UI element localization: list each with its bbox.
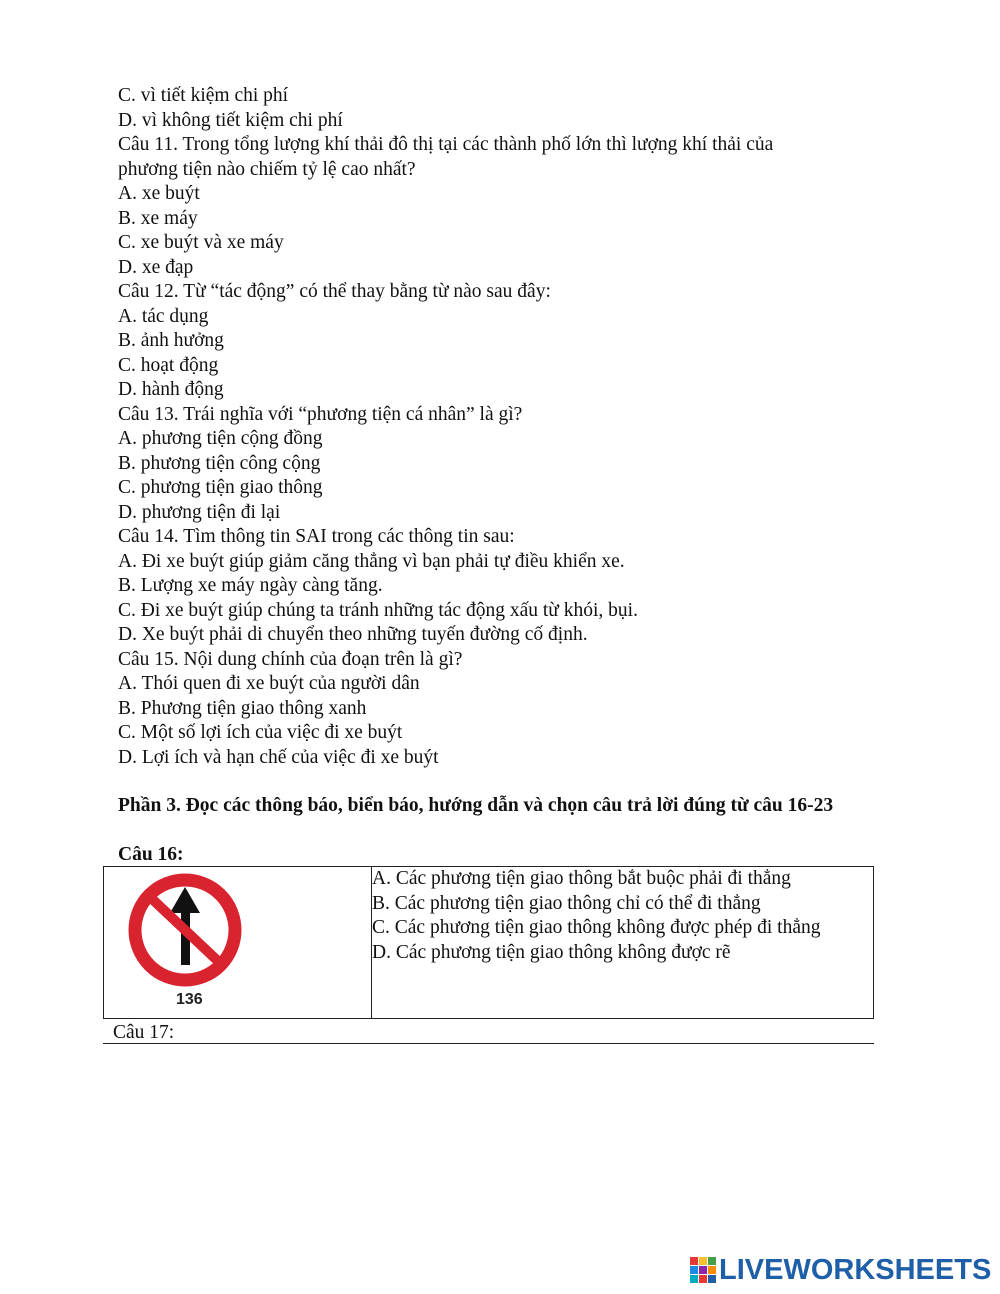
liveworksheets-logo-icon: [690, 1257, 716, 1283]
logo-square: [699, 1266, 707, 1274]
logo-square: [699, 1275, 707, 1283]
text-line: A. phương tiện cộng đồng: [118, 428, 323, 449]
text-line: A. Đi xe buýt giúp giảm căng thẳng vì bạn phải tự điều khiển xe.: [118, 550, 625, 572]
logo-square: [708, 1266, 716, 1274]
text-line: C. vì tiết kiệm chi phí: [118, 85, 289, 106]
text-line: D. xe đạp: [118, 256, 194, 278]
sign-cell: [104, 867, 372, 1019]
text-line: C. Đi xe buýt giúp chúng ta tránh những tác động xấu từ khói, bụi.: [118, 599, 638, 621]
text-line: Câu 12. Từ “tác động” có thể thay bằng từ nào sau đây:: [118, 281, 551, 302]
text-line: Câu 14. Tìm thông tin SAI trong các thông tin sau:: [118, 526, 515, 547]
no-straight-ahead-sign-icon: [104, 867, 371, 1017]
logo-square: [708, 1275, 716, 1283]
text-line: Câu 13. Trái nghĩa với “phương tiện cá nhân” là gì?: [118, 403, 523, 425]
brand-text: LIVEWORKSHEETS: [719, 1253, 992, 1286]
option-c[interactable]: C. Các phương tiện giao thông không được phép đi thẳng: [372, 917, 821, 938]
text-line: A. Thói quen đi xe buýt của người dân: [118, 673, 420, 694]
text-line: D. Lợi ích và hạn chế của việc đi xe buýt: [118, 746, 439, 768]
text-line: C. Một số lợi ích của việc đi xe buýt: [118, 722, 403, 743]
text-line: D. vì không tiết kiệm chi phí: [118, 109, 343, 131]
text-line: B. ảnh hưởng: [118, 330, 224, 351]
divider: [103, 1043, 874, 1044]
answer-options-cell: [372, 867, 874, 1019]
text-line: A. xe buýt: [118, 183, 200, 204]
liveworksheets-logo: [690, 1252, 991, 1288]
text-line: C. xe buýt và xe máy: [118, 232, 284, 253]
option-b[interactable]: B. Các phương tiện giao thông chỉ có thể đi thẳng: [372, 892, 761, 914]
logo-square: [690, 1275, 698, 1283]
text-line: B. phương tiện công cộng: [118, 452, 321, 474]
text-line: D. phương tiện đi lại: [118, 501, 281, 523]
text-line: Câu 15. Nội dung chính của đoạn trên là gì?: [118, 648, 463, 670]
logo-square: [699, 1257, 707, 1265]
text-line: D. Xe buýt phải di chuyển theo những tuyến đường cố định.: [118, 624, 588, 645]
text-line: C. phương tiện giao thông: [118, 477, 323, 498]
logo-square: [690, 1266, 698, 1274]
text-line: D. hành động: [118, 379, 224, 400]
sign-number: 136: [176, 991, 203, 1008]
text-line: B. Phương tiện giao thông xanh: [118, 697, 367, 719]
text-line: B. Lượng xe máy ngày càng tăng.: [118, 575, 383, 596]
text-line: Câu 11. Trong tổng lượng khí thải đô thị tại các thành phố lớn thì lượng khí thải của: [118, 134, 774, 155]
text-line: C. hoạt động: [118, 354, 219, 376]
question-16-table: [103, 866, 874, 1019]
text-line: B. xe máy: [118, 207, 198, 229]
text-line: A. tác dụng: [118, 305, 209, 327]
option-a[interactable]: A. Các phương tiện giao thông bắt buộc phải đi thẳng: [372, 868, 791, 889]
logo-square: [690, 1257, 698, 1265]
section-3-heading: Phần 3. Đọc các thông báo, biển báo, hướng dẫn và chọn câu trả lời đúng từ câu 16-23: [118, 795, 834, 816]
logo-square: [708, 1257, 716, 1265]
question-16-label: Câu 16:: [118, 844, 184, 865]
question-text-block: [118, 84, 878, 770]
text-line: phương tiện nào chiếm tỷ lệ cao nhất?: [118, 158, 416, 180]
question-17-label: Câu 17:: [113, 1022, 175, 1043]
option-d[interactable]: D. Các phương tiện giao thông không được rẽ: [372, 941, 731, 963]
